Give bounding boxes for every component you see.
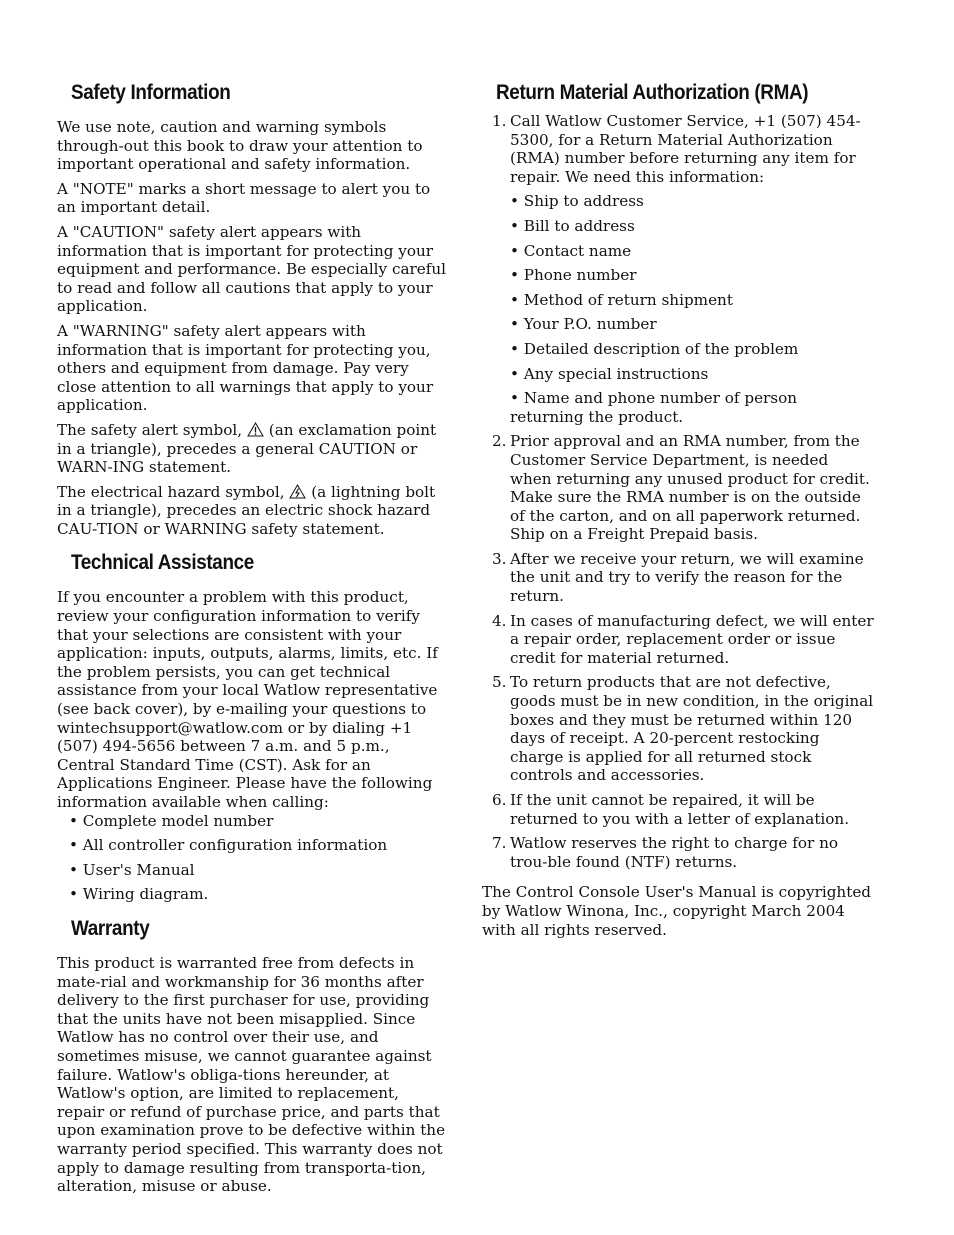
safety-paragraph-6-end: (a lightning bolt in a triangle), precedes an electric shock hazard CAU-TION or WARNING safety statement. [57,482,436,538]
warranty-paragraph: This product is warranted free from defects in mate-rial and workmanship for 36 months after delivery to the first purchaser for use, providing that the units have not been misapplied. Since Watlow has no control over their use, and sometimes misuse, we cannot guarantee against failure. Watlow's obliga-tions hereunder, at Watlow's option, are limited to replacement, repair or refund of purchase price, and parts that upon examination prove to be defective within the warranty period specified. This warranty does not apply to damage resulting from transporta-tion, alteration, misuse or abuse. [57,953,446,1196]
rma-heading: Return Material Authorization (RMA) [496,81,809,104]
list-item: • Wiring diagram. [69,885,447,904]
safety-paragraph-5 [57,421,447,477]
list-item: • Complete model number [69,812,447,831]
rma-steps [482,112,874,871]
step-number: 2. [492,432,507,451]
technical-paragraph: If you encounter a problem with this product, review your configuration information to verify that your selections are consistent with your application: inputs, outputs, alarms, limits, etc. If the problem persists, you can get technical assistance from your local Watlow representative (see back cover), by e-mailing your questions to wintechsupport@watlow.com or by dialing +1 (507) 494-5656 between 7 a.m. and 5 p.m., Central Standard Time (CST). Ask for an Applications Engineer. Please have the following information available when calling: [57,588,438,811]
list-item: • Phone number [510,266,874,285]
safety-paragraph-6 [57,483,447,539]
list-item: • Detailed description of the problem [510,340,874,359]
rma-step-6 [482,791,874,828]
list-item: • Your P.O. number [510,315,874,334]
rma-step-2 [482,432,874,544]
copyright-notice: The Control Console User's Manual is copyrighted by Watlow Winona, Inc., copyright March 2004 with all rights reserved. [482,883,872,939]
safety-paragraph-5-start: The safety alert symbol, [57,420,243,439]
warranty-heading: Warranty [71,916,150,940]
rma-step-3 [482,550,874,606]
step-text: To return products that are not defective, goods must be in new condition, in the original boxes and they must be returned within 120 days of receipt. A 20-percent restocking charge is applied for all returned stock controls and accessories. [510,673,874,785]
safety-paragraph-5-end: (an exclamation point in a triangle), precedes a general CAUTION or WARN-ING statement. [57,420,437,477]
safety-paragraph-1: We use note, caution and warning symbols through-out this book to draw your attention to important operational and safety information. [57,118,423,174]
rma-step-4 [482,612,874,668]
list-item: • Method of return shipment [510,291,874,310]
warning-triangle-icon [247,422,264,437]
rma-step-7 [482,834,874,871]
list-item: • Any special instructions [510,365,874,384]
electrical-hazard-icon [289,484,306,499]
step-text: If the unit cannot be repaired, it will be returned to you with a letter of explanation. [510,791,850,828]
left-column [57,80,447,1202]
list-item: • Name and phone number of person returning the product. [510,389,874,426]
step-number: 4. [492,611,507,630]
list-item: • Bill to address [510,217,874,236]
safety-paragraph-4: A "WARNING" safety alert appears with information that is important for protecting you, others and equipment from damage. Pay very close attention to all warnings that apply to your application. [57,321,434,415]
list-item: • User's Manual [69,861,447,880]
step-number: 3. [492,549,507,568]
step-text: Prior approval and an RMA number, from the Customer Service Department, is needed when returning any unused product for credit. Make sure the RMA number is on the outside of the carton, and on all paperwork returned. Ship on a Freight Prepaid basis. [510,432,870,544]
safety-paragraph-3: A "CAUTION" safety alert appears with information that is important for protecting your equipment and performance. Be especially careful to read and follow all cautions that apply to your application. [57,222,447,316]
safety-paragraph-6-start: The electrical hazard symbol, [57,482,285,501]
safety-paragraph-2: A "NOTE" marks a short message to alert you to an important detail. [57,179,431,217]
step-text: In cases of manufacturing defect, we will enter a repair order, replacement order or issue credit for material returned. [510,611,874,667]
step-number: 5. [492,673,507,692]
list-item: • All controller configuration information [69,836,447,855]
list-item: • Contact name [510,242,874,261]
rma-step-5 [482,673,874,785]
safety-section [57,80,447,538]
technical-heading: Technical Assistance [71,551,254,575]
step-number: 7. [492,834,507,853]
rma-step-1 [482,112,874,426]
step-number: 1. [492,112,507,130]
step-text: Call Watlow Customer Service, +1 (507) 454-5300, for a Return Material Authorization (RMA) number before returning any item for repair. We need this information: [510,112,861,186]
technical-list [57,812,447,904]
step-text: Watlow reserves the right to charge for no trou-ble found (NTF) returns. [510,834,838,871]
list-item: • Ship to address [510,192,874,211]
right-column [482,80,874,945]
rma-info-list [510,192,874,426]
step-text: After we receive your return, we will examine the unit and try to verify the reason for the return. [510,549,864,606]
step-number: 6. [492,791,507,809]
technical-section [57,550,447,904]
safety-heading: Safety Information [71,81,231,104]
warranty-section [57,916,447,1196]
